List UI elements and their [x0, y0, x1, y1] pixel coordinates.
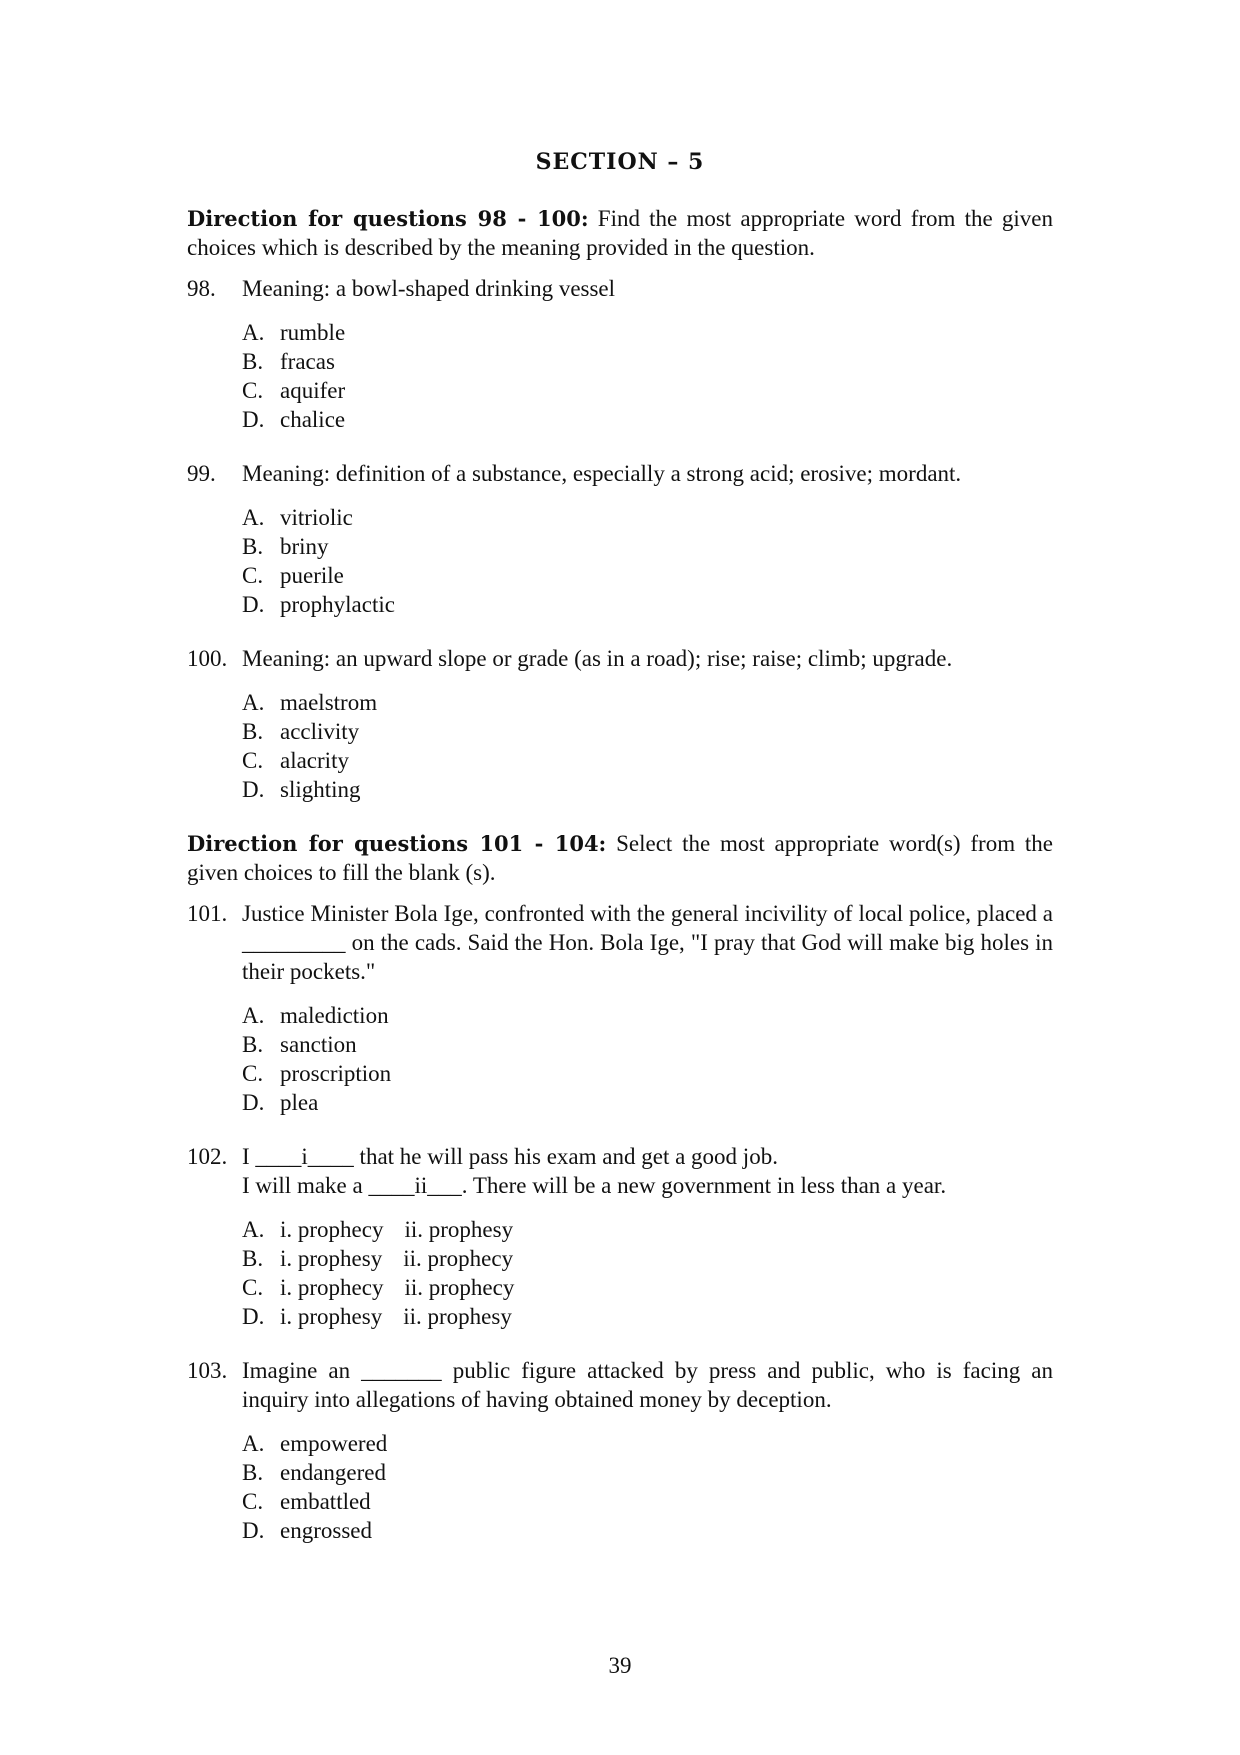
direction-text: Find the most appropriate word from the given choices which is described by the meaning provided in the question.: [187, 206, 1053, 260]
page-content: [187, 204, 1053, 1570]
option-text-part-2: ii. prophecy: [404, 1275, 515, 1300]
option-letter: B.: [242, 534, 264, 559]
section-title: SECTION – 5: [535, 149, 705, 175]
option-text: briny: [280, 534, 329, 559]
option-letter: D.: [242, 1518, 265, 1543]
option-letter: A.: [242, 690, 265, 715]
question-number: 101.: [187, 901, 228, 926]
option-text: alacrity: [280, 748, 349, 773]
question-text: Justice Minister Bola Ige, confronted with the general incivility of local police, placed a _________ on the cads. Said the Hon. Bola Ige, "I pray that God will make big holes in their pockets.": [242, 901, 1053, 984]
option-letter: C.: [242, 1275, 264, 1300]
option-letter: C.: [242, 1489, 264, 1514]
option-letter: D.: [242, 407, 265, 432]
direction-98-100: [187, 204, 1053, 262]
direction-text: Select the most appropriate word(s) from the given choices to fill the blank (s).: [187, 831, 1053, 885]
option-letter: D.: [242, 1304, 265, 1329]
option-text: proscription: [280, 1061, 392, 1086]
question-99: [187, 459, 1053, 488]
question-number: 100.: [187, 646, 228, 671]
option-d: [242, 590, 1053, 619]
option-letter: A.: [242, 1003, 265, 1028]
option-b: [242, 1030, 1053, 1059]
option-letter: D.: [242, 777, 265, 802]
option-c: [242, 1273, 1053, 1302]
options-98: [242, 318, 1053, 434]
page-number: 39: [608, 1653, 632, 1678]
option-letter: A.: [242, 1217, 265, 1242]
options-100: [242, 688, 1053, 804]
option-letter: C.: [242, 563, 264, 588]
option-text: prophylactic: [280, 592, 395, 617]
option-text: sanction: [280, 1032, 357, 1057]
direction-101-104: [187, 829, 1053, 887]
option-text-part-2: ii. prophesy: [404, 1217, 514, 1242]
question-102: [187, 1142, 1053, 1200]
option-text: chalice: [280, 407, 346, 432]
question-number: 102.: [187, 1144, 228, 1169]
option-text: malediction: [280, 1003, 389, 1028]
option-letter: A.: [242, 1431, 265, 1456]
option-text: fracas: [280, 349, 335, 374]
option-c: [242, 376, 1053, 405]
option-c: [242, 1487, 1053, 1516]
options-102: [242, 1215, 1053, 1331]
option-letter: C.: [242, 378, 264, 403]
options-99: [242, 503, 1053, 619]
question-101: [187, 899, 1053, 986]
option-b: [242, 532, 1053, 561]
option-letter: C.: [242, 748, 264, 773]
option-a: [242, 1215, 1053, 1244]
option-b: [242, 1458, 1053, 1487]
option-a: [242, 1429, 1053, 1458]
question-text: Meaning: a bowl-shaped drinking vessel: [242, 276, 616, 301]
option-letter: A.: [242, 505, 265, 530]
question-text: [242, 1142, 1053, 1200]
direction-label: Direction for questions 98 - 100:: [187, 206, 589, 231]
option-letter: B.: [242, 719, 264, 744]
option-text: i. prophecy: [280, 1217, 384, 1242]
option-letter: D.: [242, 592, 265, 617]
option-d: [242, 775, 1053, 804]
option-text-part-2: ii. prophesy: [403, 1304, 512, 1329]
option-letter: B.: [242, 1032, 264, 1057]
question-number: 99.: [187, 461, 216, 486]
option-text-part-2: ii. prophecy: [403, 1246, 514, 1271]
option-a: [242, 318, 1053, 347]
option-text: aquifer: [280, 378, 346, 403]
option-d: [242, 1302, 1053, 1331]
options-103: [242, 1429, 1053, 1545]
option-text: endangered: [280, 1460, 386, 1485]
question-text: Meaning: definition of a substance, especially a strong acid; erosive; mordant.: [242, 461, 962, 486]
option-d: [242, 405, 1053, 434]
option-letter: B.: [242, 1460, 264, 1485]
option-letter: B.: [242, 349, 264, 374]
option-c: [242, 1059, 1053, 1088]
question-98: [187, 274, 1053, 303]
option-text: empowered: [280, 1431, 388, 1456]
option-b: [242, 347, 1053, 376]
question-number: 98.: [187, 276, 216, 301]
option-a: [242, 1001, 1053, 1030]
option-d: [242, 1516, 1053, 1545]
option-text: i. prophecy: [280, 1275, 384, 1300]
question-text: Imagine an _______ public figure attacked by press and public, who is facing an inquiry into allegations of having obtained money by deception.: [242, 1358, 1053, 1412]
option-text: vitriolic: [280, 505, 353, 530]
question-text: Meaning: an upward slope or grade (as in a road); rise; raise; climb; upgrade.: [242, 646, 953, 671]
option-text: i. prophesy: [280, 1304, 383, 1329]
option-a: [242, 688, 1053, 717]
option-text: embattled: [280, 1489, 371, 1514]
option-letter: C.: [242, 1061, 264, 1086]
question-number: 103.: [187, 1358, 228, 1383]
option-text: engrossed: [280, 1518, 372, 1543]
option-text: rumble: [280, 320, 346, 345]
option-letter: A.: [242, 320, 265, 345]
option-b: [242, 717, 1053, 746]
option-letter: B.: [242, 1246, 264, 1271]
option-text: i. prophesy: [280, 1246, 383, 1271]
question-103: [187, 1356, 1053, 1414]
option-b: [242, 1244, 1053, 1273]
question-100: [187, 644, 1053, 673]
direction-label: Direction for questions 101 - 104:: [187, 831, 607, 856]
question-line-1: I ____i____ that he will pass his exam and get a good job.: [242, 1144, 778, 1169]
option-c: [242, 561, 1053, 590]
option-c: [242, 746, 1053, 775]
option-d: [242, 1088, 1053, 1117]
question-line-2: I will make a ____ii___. There will be a new government in less than a year.: [242, 1173, 947, 1198]
option-text: acclivity: [280, 719, 360, 744]
option-text: slighting: [280, 777, 361, 802]
option-text: puerile: [280, 563, 344, 588]
option-a: [242, 503, 1053, 532]
option-text: plea: [280, 1090, 319, 1115]
options-101: [242, 1001, 1053, 1117]
option-letter: D.: [242, 1090, 265, 1115]
option-text: maelstrom: [280, 690, 378, 715]
